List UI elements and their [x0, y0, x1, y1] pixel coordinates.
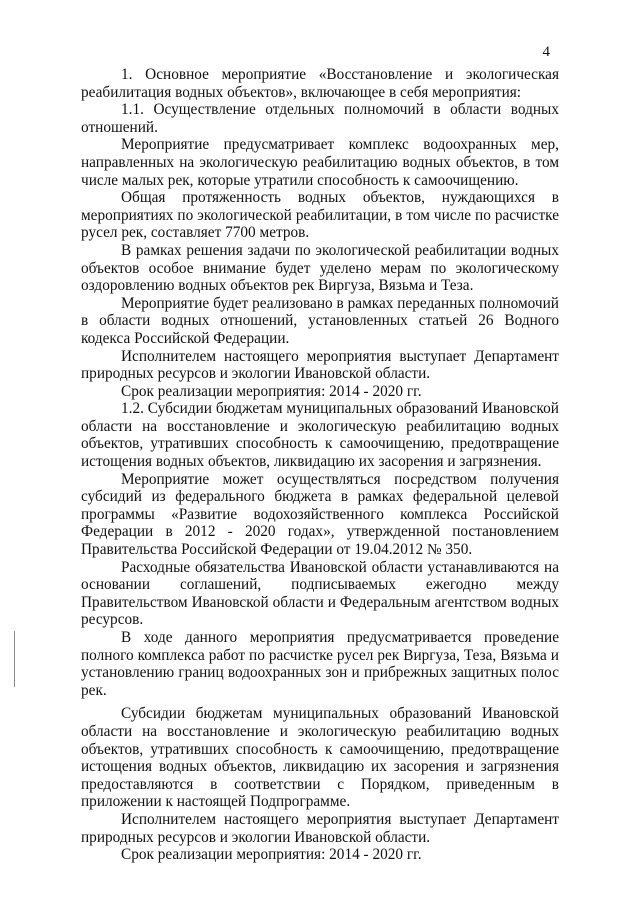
paragraph: В рамках решения задачи по экологической реабилитации водных объектов особое внимание будет уделено мерам по экологическому оздоровлению водных объектов рек Виргуза, Вязьма и Теза.: [81, 241, 559, 295]
paragraph: Мероприятие может осуществляться посредством получения субсидий из федерального бюджета в рамках федеральной целевой программы «Развитие водохозяйственного комплекса Российской Федерации в 2012 - 2020 годах», утвержденной постановлением Правительства Российской Федерации от 19.04.2012 № 350.: [81, 470, 559, 559]
paragraph: Мероприятие будет реализовано в рамках переданных полномочий в области водных отношений, установленных статьей 26 Водного кодекса Российской Федерации.: [81, 294, 559, 347]
page-number: 4: [542, 44, 550, 60]
paragraph: Мероприятие предусматривает комплекс водоохранных мер, направленных на экологическую реабилитацию водных объектов, в том числе малых рек, которые утратили способность к самоочищению.: [81, 136, 559, 189]
paragraph: 1.1. Осуществление отдельных полномочий в области водных отношений.: [81, 101, 559, 136]
paragraph: Исполнителем настоящего мероприятия выступает Департамент природных ресурсов и экологии Ивановской области.: [81, 347, 559, 383]
paragraph: Срок реализации мероприятия: 2014 - 2020 гг.: [121, 382, 422, 400]
paragraph: Расходные обязательства Ивановской области устанавливаются на основании соглашений, подписываемых ежегодно между Правительством Ивановской области и Федеральным агентством водных ресурсов.: [81, 558, 559, 629]
paragraph: Субсидии бюджетам муниципальных образований Ивановской области на восстановление и экологическую реабилитацию водных объектов, утративших способность к самоочищению, предотвращение истощения водных объектов, ликвидацию их засорения и загрязнения предоставляются в соответствии с Порядком, приведенным в приложении к настоящей Подпрограмме.: [81, 705, 559, 811]
paragraph: Срок реализации мероприятия: 2014 - 2020 гг.: [121, 846, 422, 864]
paragraph: Исполнителем настоящего мероприятия выступает Департамент природных ресурсов и экологии Ивановской области.: [81, 810, 559, 846]
paragraph: Общая протяженность водных объектов, нуждающихся в мероприятиях по экологической реабилитации, в том числе по расчистке русел рек, составляет 7700 метров.: [81, 189, 559, 242]
paragraph: 1. Основное мероприятие «Восстановление и экологическая реабилитация водных объектов», включающее в себя мероприятия:: [81, 66, 559, 101]
paragraph: В ходе данного мероприятия предусматривается проведение полного комплекса работ по расчистке русел рек Виргуза, Теза, Вязьма и установлению границ водоохранных зон и прибрежных защитных полос рек.: [81, 629, 559, 699]
document-body: [81, 66, 559, 864]
paragraph: 1.2. Субсидии бюджетам муниципальных образований Ивановской области на восстановление и экологическую реабилитацию водных объектов, утративших способность к самоочищению, предотвращение истощения водных объектов, ликвидацию их засорения и загрязнения.: [81, 400, 559, 471]
margin-scan-mark: [14, 631, 15, 687]
